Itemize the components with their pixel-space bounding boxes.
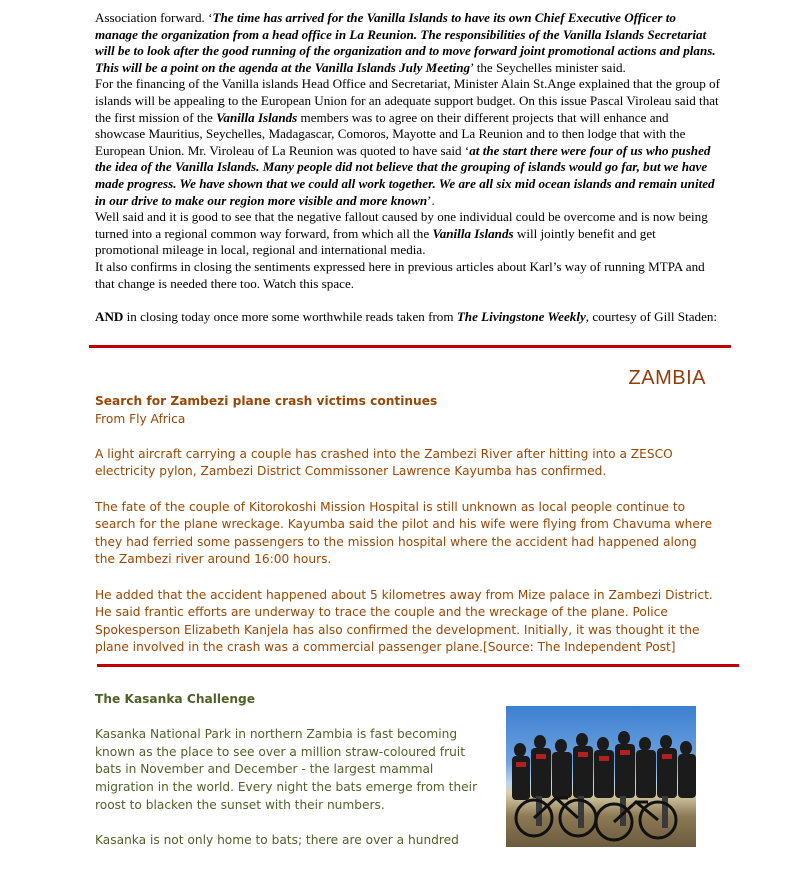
paragraph: He added that the accident happened about 5 kilometres away from Mize palace in Zambezi District. He said frantic efforts are underway to trace the couple and the wreckage of the plane. Police Spokesperson Elizabeth Kanjela has also confirmed the development. Initially, it was thought it the plane involved in the crash was a commercial passenger plane.[Source: The Independent Post]: [95, 587, 713, 655]
article-source: From Fly Africa: [95, 411, 186, 426]
paragraph: A light aircraft carrying a couple has crashed into the Zambezi River after hitting into a ZESCO electricity pylon, Zambezi District Commissoner Lawrence Kayumba has confirmed.: [95, 446, 673, 479]
article-top: [95, 10, 720, 325]
kasanka-article: [95, 691, 495, 849]
text: members was to agree on their different projects that will enhance and showcase Mauritius, Seychelles, Madagascar, Comoros, Mayotte and La Reunion and to then lodge that with the European Union. Mr. Viroleau of La Reunion was quoted to have said ‘: [95, 109, 686, 158]
paragraph: It also confirms in closing the sentiments expressed here in previous articles about Karl’s way of running MTPA and that change is needed there too. Watch this space.: [95, 258, 705, 291]
article-headline: Search for Zambezi plane crash victims continues: [95, 394, 438, 408]
paragraph: Kasanka National Park in northern Zambia is fast becoming known as the place to see over a million straw-coloured fruit bats in November and December - the largest mammal migration in the world. Every night the bats emerge from their roost to blacken the sunset with their numbers.: [95, 727, 478, 812]
paragraph: [95, 76, 720, 209]
spacer: [95, 428, 717, 446]
bold-lead: AND: [95, 308, 124, 324]
spacer: [95, 814, 495, 832]
cyclists-photo: [506, 706, 696, 847]
text: in closing today once more some worthwhile reads taken from: [123, 308, 457, 324]
emphasis: Vanilla Islands: [432, 225, 514, 241]
zambia-article: [95, 393, 717, 657]
text: ’ the Seychelles minister said.: [470, 59, 626, 75]
text: , courtesy of Gill Staden:: [585, 308, 718, 324]
paragraph: [95, 309, 720, 326]
text: ’.: [427, 192, 435, 208]
spacer: [95, 709, 495, 727]
text: Well said and it is good to see that the negative fallout caused by one individual could be overcome and is now being turned into a regional common way forward, from which all the: [95, 209, 708, 241]
publication-title: The Livingstone Weekly: [456, 308, 586, 324]
section-divider: [97, 664, 739, 667]
section-divider: [89, 345, 731, 348]
quote: at the start there were four of us who pushed the idea of the Vanilla Islands. Many people did not believe that the grouping of islands would go far, but we have made progress. We have shown that we could all work together. We are all six mid ocean islands and remain united in our drive to make our region more visible and more known: [95, 142, 715, 208]
text: For the financing of the Vanilla islands Head Office and Secretariat, Minister Alain St.Ange explained that the group of islands will be appealing to the European Union for an adequate support budget. On this issue Pascal Viroleau said that the first mission of the: [95, 76, 720, 125]
text: will jointly benefit and get promotional mileage in local, regional and international media.: [95, 225, 656, 258]
spacer: [95, 569, 717, 587]
spacer: [95, 481, 717, 499]
paragraph: Kasanka is not only home to bats; there are over a hundred: [95, 832, 459, 847]
paragraph: [95, 10, 720, 76]
article-headline: The Kasanka Challenge: [95, 692, 256, 706]
emphasis: Vanilla Islands: [216, 109, 298, 125]
spacer: [95, 292, 720, 309]
photo-illustration: [506, 706, 696, 847]
text: Association forward. ‘: [95, 10, 213, 25]
region-heading: ZAMBIA: [628, 367, 706, 389]
paragraph: The fate of the couple of Kitorokoshi Mission Hospital is still unknown as local people continue to search for the plane wreckage. Kayumba said the pilot and his wife were flying from Chavuma where they had ferried some passengers to the mission hospital where the accident had happened along the Zambezi river around 16:00 hours.: [95, 499, 713, 567]
quote: The time has arrived for the Vanilla Islands to have its own Chief Executive Officer to manage the organization from a head office in La Reunion. The responsibilities of the Vanilla Islands Secretariat will be to look after the good running of the organization and to move forward joint promotional actions and plans. This will be a point on the agenda at the Vanilla Islands July Meeting: [95, 10, 716, 75]
paragraph: [95, 209, 720, 259]
